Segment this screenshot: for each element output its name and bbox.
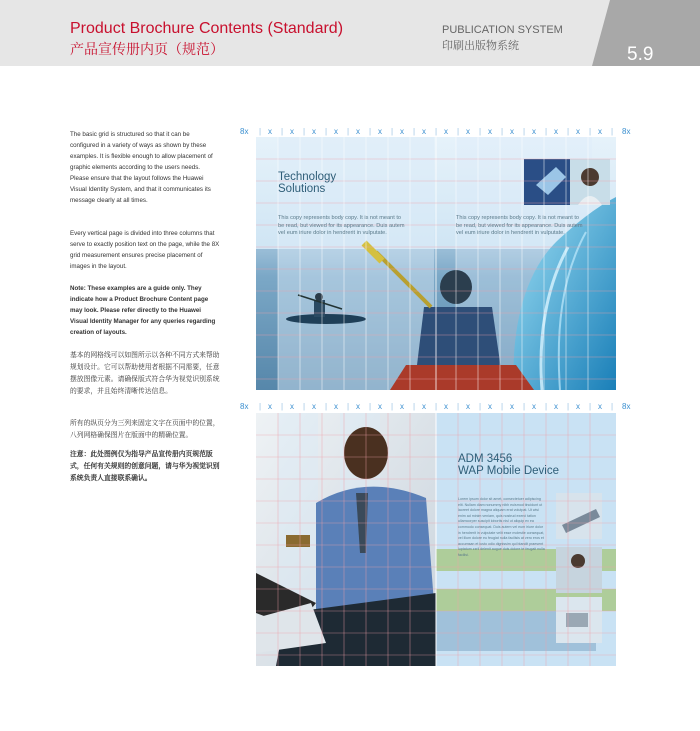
ruler-tick: | [281,127,284,136]
ruler-end-label: 8x [240,127,249,136]
ruler-mark: x [268,402,272,411]
note-text: These examples are a guide only. They indicate how a Product Brochure Content page may look. Please refer directly to the Huawei Visual Identity Manager for any queries regarding creation of layouts. [70,285,216,336]
ruler-mark: x [488,127,492,136]
ruler-mark: x [334,402,338,411]
ruler-tick: | [567,127,570,136]
ruler-mark: x [356,127,360,136]
example-headline-adm: ADM 3456 WAP Mobile Device [458,453,559,477]
ruler-mark: x [488,402,492,411]
ruler-tick: | [369,127,372,136]
ruler-tick: | [303,402,306,411]
ruler-mark: x [312,402,316,411]
ruler-end-label: 8x [622,127,631,136]
ruler-tick: | [457,402,460,411]
ruler-mark: x [532,127,536,136]
example-headline-technology: Technology Solutions [278,171,337,195]
ruler-tick: | [501,127,504,136]
example-body-copy-right: This copy represents body copy. It is not meant to be read, but viewed for its appearance. Duis autem vel eum iriure dolor in hendrerit in vulputate. [456,215,583,236]
note-paragraph [70,283,220,338]
ruler-mark: x [378,127,382,136]
ruler-mark: x [576,127,580,136]
chinese-paragraph-1: 基本的网格线可以如图所示以各种不同方式来帮助规划设计。它可以帮助使用者根据不同需要，任意摆放图像元素。请确保版式符合华为视觉识别系统的要求，并且始终清晰传达信息。 [70,352,220,395]
page-header [0,0,700,66]
layout-example-technology [256,137,616,390]
ruler-tick: | [347,127,350,136]
ruler-mark: x [422,402,426,411]
ruler-tick: | [501,402,504,411]
note-label: Note: [70,285,86,292]
page-title: Product Brochure Contents (Standard) [70,20,344,37]
ruler-tick: | [413,402,416,411]
ruler-tick: | [479,402,482,411]
ruler-end-label: 8x [240,402,249,411]
ruler-mark: x [356,402,360,411]
ruler-tick: | [479,127,482,136]
body-paragraph-1: The basic grid is structured so that it can be configured in a variety of ways as shown by these examples. It is flexible enough to allow placement of graphic elements according to the users needs. Please ensure that the layout follows the Huawei Visual Identity System, and that it communicates its message clearly at all times. [70,131,213,204]
ruler-tick: | [259,402,262,411]
ruler-tick: | [281,402,284,411]
ruler-tick: | [567,402,570,411]
ruler-tick: | [369,402,372,411]
ruler-tick: | [347,402,350,411]
ruler-tick: | [545,127,548,136]
ruler-mark: x [378,402,382,411]
ruler-mark: x [290,402,294,411]
ruler-mark: x [466,127,470,136]
ruler-mark: x [510,402,514,411]
ruler-tick: | [523,402,526,411]
ruler-mark: x [532,402,536,411]
ruler-tick: | [325,127,328,136]
ruler-tick: | [259,127,262,136]
ruler-mark: x [400,402,404,411]
ruler-mark: x [268,127,272,136]
chinese-note-paragraph: 注意：此处图例仅为指导产品宣传册内页规范版式，任何有关规则的创意问题，请与华为视觉识别系统负责人直接联系确认。 [70,451,220,482]
ruler-tick: | [391,402,394,411]
ruler-mark: x [466,402,470,411]
ruler-tick: | [435,127,438,136]
example-body-copy-left: This copy represents body copy. It is not meant to be read, but viewed for its appearance. Duis autem vel eum iriure dolor in hendrerit in vulputate. [278,215,405,236]
ruler-mark: x [510,127,514,136]
ruler-tick: | [391,127,394,136]
ruler-mark: x [576,402,580,411]
chinese-paragraph-2: 所有的纵页分为三列来固定文字在页面中的位置，八列网格确保图片在版面中的精确位置。 [70,420,220,439]
ruler-tick: | [611,402,614,411]
ruler-mark: x [290,127,294,136]
ruler-tick: | [435,402,438,411]
ruler-tick: | [523,127,526,136]
ruler-end-label: 8x [622,402,631,411]
ruler-mark: x [334,127,338,136]
page-number: 5.9 [627,44,654,65]
ruler-tick: | [611,127,614,136]
ruler-tick: | [303,127,306,136]
section-label: PUBLICATION SYSTEM [442,24,563,36]
ruler-tick: | [457,127,460,136]
ruler-mark: x [598,402,602,411]
ruler-mark: x [400,127,404,136]
page-title-chinese: 产品宣传册内页（规范） [70,41,224,57]
ruler-mark: x [554,402,558,411]
example-body-copy-adm: Lorem ipsum dolor sit amet, consectetuer adipiscing elit. Nullam diam nonummy nibh euismod tincidunt ut laoreet dolore magna aliquam erat volutpat. Ut wisi enim ad minim veniam, quis nostrud exerci tation ullamcorper suscipit lobortis nisl ut aliquip ex ea commodo consequat. Duis autem vel eum iriure dolor in hendrerit in vulputate velit esse molestie consequat, vel illum dolore eu feugiat nulla facilisis at vero eros et accumsan et iusto odio dignissim qui blandit praesent luptatum zzril delenit augue duis dolore te feugait nulla facilisi. [458,497,545,557]
ruler-mark: x [444,127,448,136]
ruler-mark: x [444,402,448,411]
ruler-tick: | [545,402,548,411]
ruler-mark: x [312,127,316,136]
ruler-mark: x [554,127,558,136]
ruler-tick: | [325,402,328,411]
layout-example-adm [256,413,616,666]
body-paragraph-2: Every vertical page is divided into three columns that serve to exactly position text on the page, while the 8X grid measurement ensures precise placement of images in the layout. [70,230,220,270]
ruler-mark: x [598,127,602,136]
ruler-tick: | [413,127,416,136]
ruler-mark: x [422,127,426,136]
ruler-tick: | [589,127,592,136]
section-label-chinese: 印刷出版物系统 [442,40,519,52]
businessman-photo-illustration [256,413,616,666]
ruler-tick: | [589,402,592,411]
